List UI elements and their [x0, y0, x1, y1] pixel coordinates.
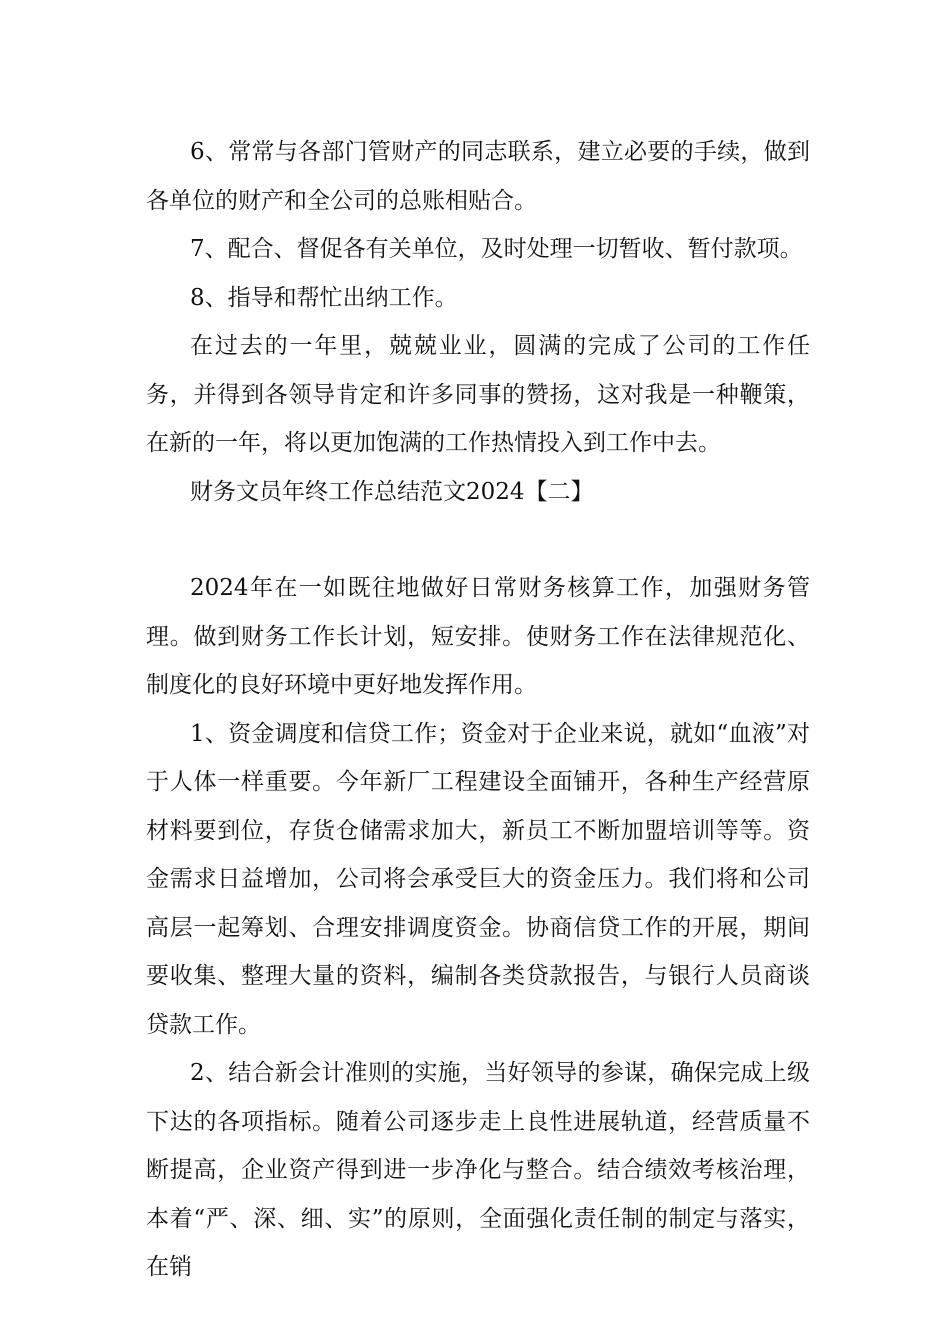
- paragraph-funds-credit: 1、资金调度和信贷工作；资金对于企业来说，就如“血液”对于人体一样重要。今年新厂工程建设全面铺开，各种生产经营原材料要到位，存货仓储需求加大，新员工不断加盟培训等等。资金需求日益增加，公司将会承受巨大的资金压力。我们将和公司高层一起筹划、合理安排调度资金。协商信贷工作的开展，期间要收集、整理大量的资料，编制各类贷款报告，与银行人员商谈贷款工作。: [146, 720, 810, 1038]
- paragraph-intro-2024: 2024年在一如既往地做好日常财务核算工作，加强财务管理。做到财务工作长计划，短安排。使财务工作在法律规范化、制度化的良好环境中更好地发挥作用。: [146, 575, 810, 698]
- section-heading: 财务文员年终工作总结范文2024【二】: [190, 478, 594, 505]
- paragraph-item-6: 6、常常与各部门管财产的同志联系，建立必要的手续，做到各单位的财产和全公司的总账相贴合。: [146, 139, 810, 214]
- paragraph-year-review: 在过去的一年里，兢兢业业，圆满的完成了公司的工作任务，并得到各领导肯定和许多同事的赞扬，这对我是一种鞭策，在新的一年，将以更加饱满的工作热情投入到工作中去。: [146, 333, 810, 456]
- document-body: [146, 128, 810, 1292]
- blank-line: [146, 516, 810, 564]
- paragraph-item-8: 8、指导和帮忙出纳工作。: [190, 284, 458, 311]
- paragraph-accounting-standards: 2、结合新会计准则的实施，当好领导的参谋，确保完成上级下达的各项指标。随着公司逐步走上良性进展轨道，经营质量不断提高，企业资产得到进一步净化与整合。结合绩效考核治理，本着“严、深、细、实”的原则，全面强化责任制的制定与落实，在销: [146, 1060, 810, 1280]
- paragraph-item-7: 7、配合、督促各有关单位，及时处理一切暂收、暂付款项。: [190, 236, 803, 262]
